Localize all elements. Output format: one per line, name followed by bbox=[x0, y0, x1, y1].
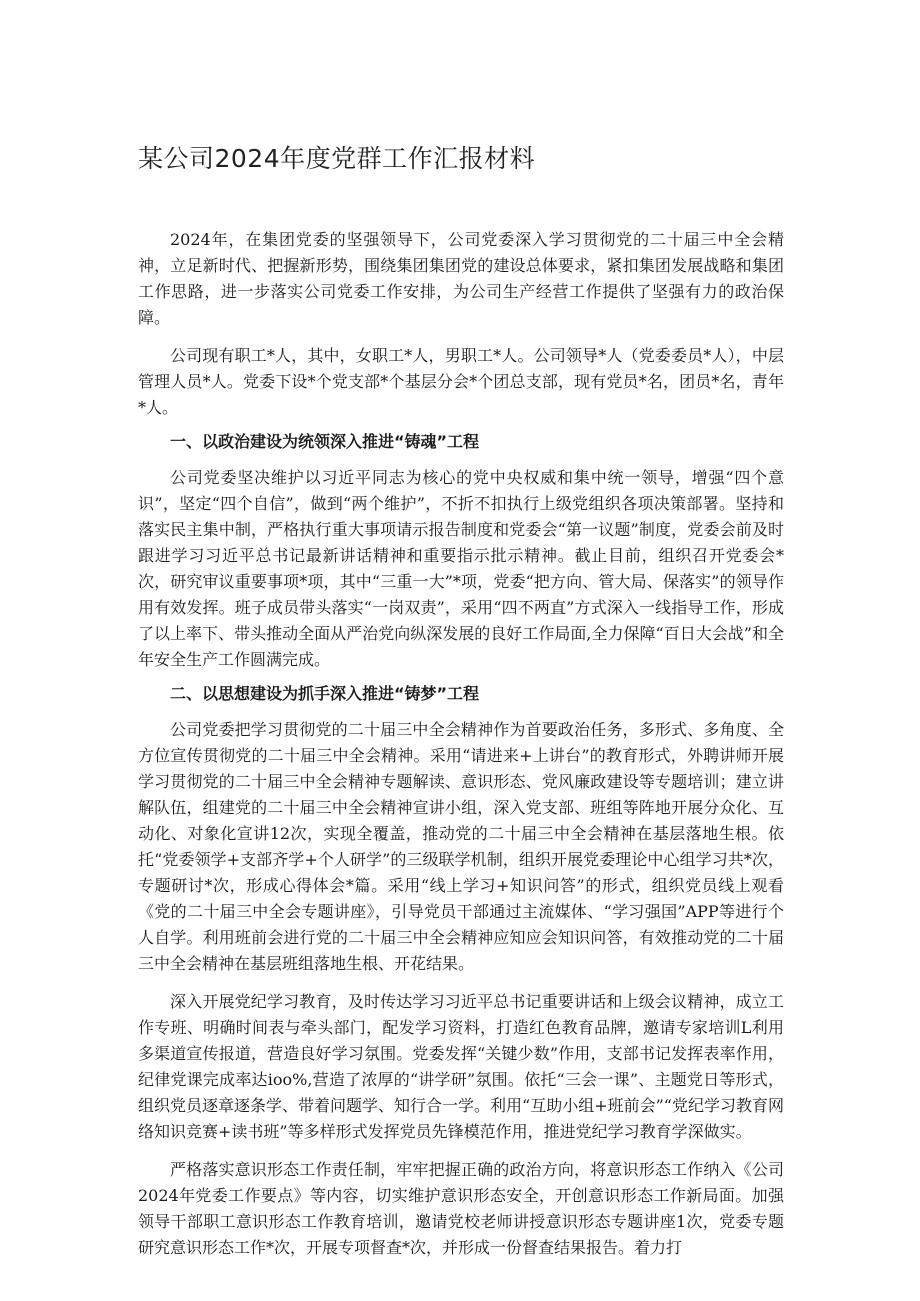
section-heading-ideological: 二、以思想建设为抓手深入推进“铸梦”工程 bbox=[170, 684, 480, 703]
paragraph-ideological-study: 公司党委把学习贯彻党的二十届三中全会精神作为首要政治任务，多形式、多角度、全方位宣传贯彻党的二十届三中全会精神。采用“请进来+上讲台”的教育形式，外聘讲师开展学习贯彻党的二十届三中全会精神专题解读、意识形态、党风廉政建设等专题培训；建立讲解队伍，组建党的二十届三中全会精神宣讲小组，深入党支部、班组等阵地开展分众化、互动化、对象化宣讲12次，实现全覆盖，推动党的二十届三中全会精神在基层落地生根。依托“党委领学+支部齐学+个人研学”的三级联学机制，组织开展党委理论中心组学习共*次，专题研讨*次，形成心得体会*篇。采用“线上学习+知识问答”的形式，组织党员线上观看《党的二十届三中全会专题讲座》，引导党员干部通过主流媒体、“学习强国”APP等进行个人自学。利用班前会进行党的二十届三中全会精神应知应会知识问答，有效推动党的二十届三中全会精神在基层班组落地生根、开花结果。 bbox=[138, 720, 784, 973]
document-title: 某公司2024年度党群工作汇报材料 bbox=[138, 144, 536, 173]
paragraph-ideology-responsibility: 严格落实意识形态工作责任制，牢牢把握正确的政治方向，将意识形态工作纳入《公司2024年党委工作要点》等内容，切实维护意识形态安全，开创意识形态工作新局面。加强领导干部职工意识形态工作教育培训，邀请党校老师讲授意识形态专题讲座1次，党委专题研究意识形态工作*次，开展专项督查*次，并形成一份督查结果报告。着力打 bbox=[138, 1160, 784, 1257]
paragraph-discipline-education: 深入开展党纪学习教育，及时传达学习习近平总书记重要讲话和上级会议精神，成立工作专班、明确时间表与牵头部门，配发学习资料，打造红色教育品牌，邀请专家培训L利用多渠道宣传报道，营造良好学习氛围。党委发挥“关键少数”作用，支部书记发挥表率作用，纪律党课完成率达ioo%,营造了浓厚的“讲学研”氛围。依托“三会一课”、主题党日等形式，组织党员逐章逐条学、带着问题学、知行合一学。利用“互助小组+班前会”“党纪学习教育网络知识竞赛+读书班”等多样形式发挥党员先锋模范作用，推进党纪学习教育学深做实。 bbox=[138, 992, 784, 1141]
paragraph-intro: 2024年，在集团党委的坚强领导下，公司党委深入学习贯彻党的二十届三中全会精神，立足新时代、把握新形势，围绕集团集团党的建设总体要求，紧扣集团发展战略和集团工作思路，进一步落实公司党委工作安排，为公司生产经营工作提供了坚强有力的政治保障。 bbox=[138, 230, 784, 327]
paragraph-political-building: 公司党委坚决维护以习近平同志为核心的党中央权威和集中统一领导，增强“四个意识”，坚定“四个自信”，做到“两个维护”，不折不扣执行上级党组织各项决策部署。坚持和落实民主集中制，严格执行重大事项请示报告制度和党委会“第一议题”制度，党委会前及时跟进学习习近平总书记最新讲话精神和重要指示批示精神。截止目前，组织召开党委会*次，研究审议重要事项*项，其中“三重一大”*项，党委“把方向、管大局、保落实”的领导作用有效发挥。班子成员带头落实“一岗双责”，采用“四不两直”方式深入一线指导工作，形成了以上率下、带头推动全面从严治党向纵深发展的良好工作局面,全力保障“百日大会战”和全年安全生产工作圆满完成。 bbox=[138, 468, 784, 669]
section-heading-political: 一、以政治建设为统领深入推进“铸魂”工程 bbox=[170, 432, 480, 451]
paragraph-staff-overview: 公司现有职工*人，其中，女职工*人，男职工*人。公司领导*人（党委委员*人），中层管理人员*人。党委下设*个党支部*个基层分会*个团总支部，现有党员*名，团员*名，青年*人。 bbox=[138, 346, 784, 417]
document-body bbox=[138, 227, 784, 1273]
